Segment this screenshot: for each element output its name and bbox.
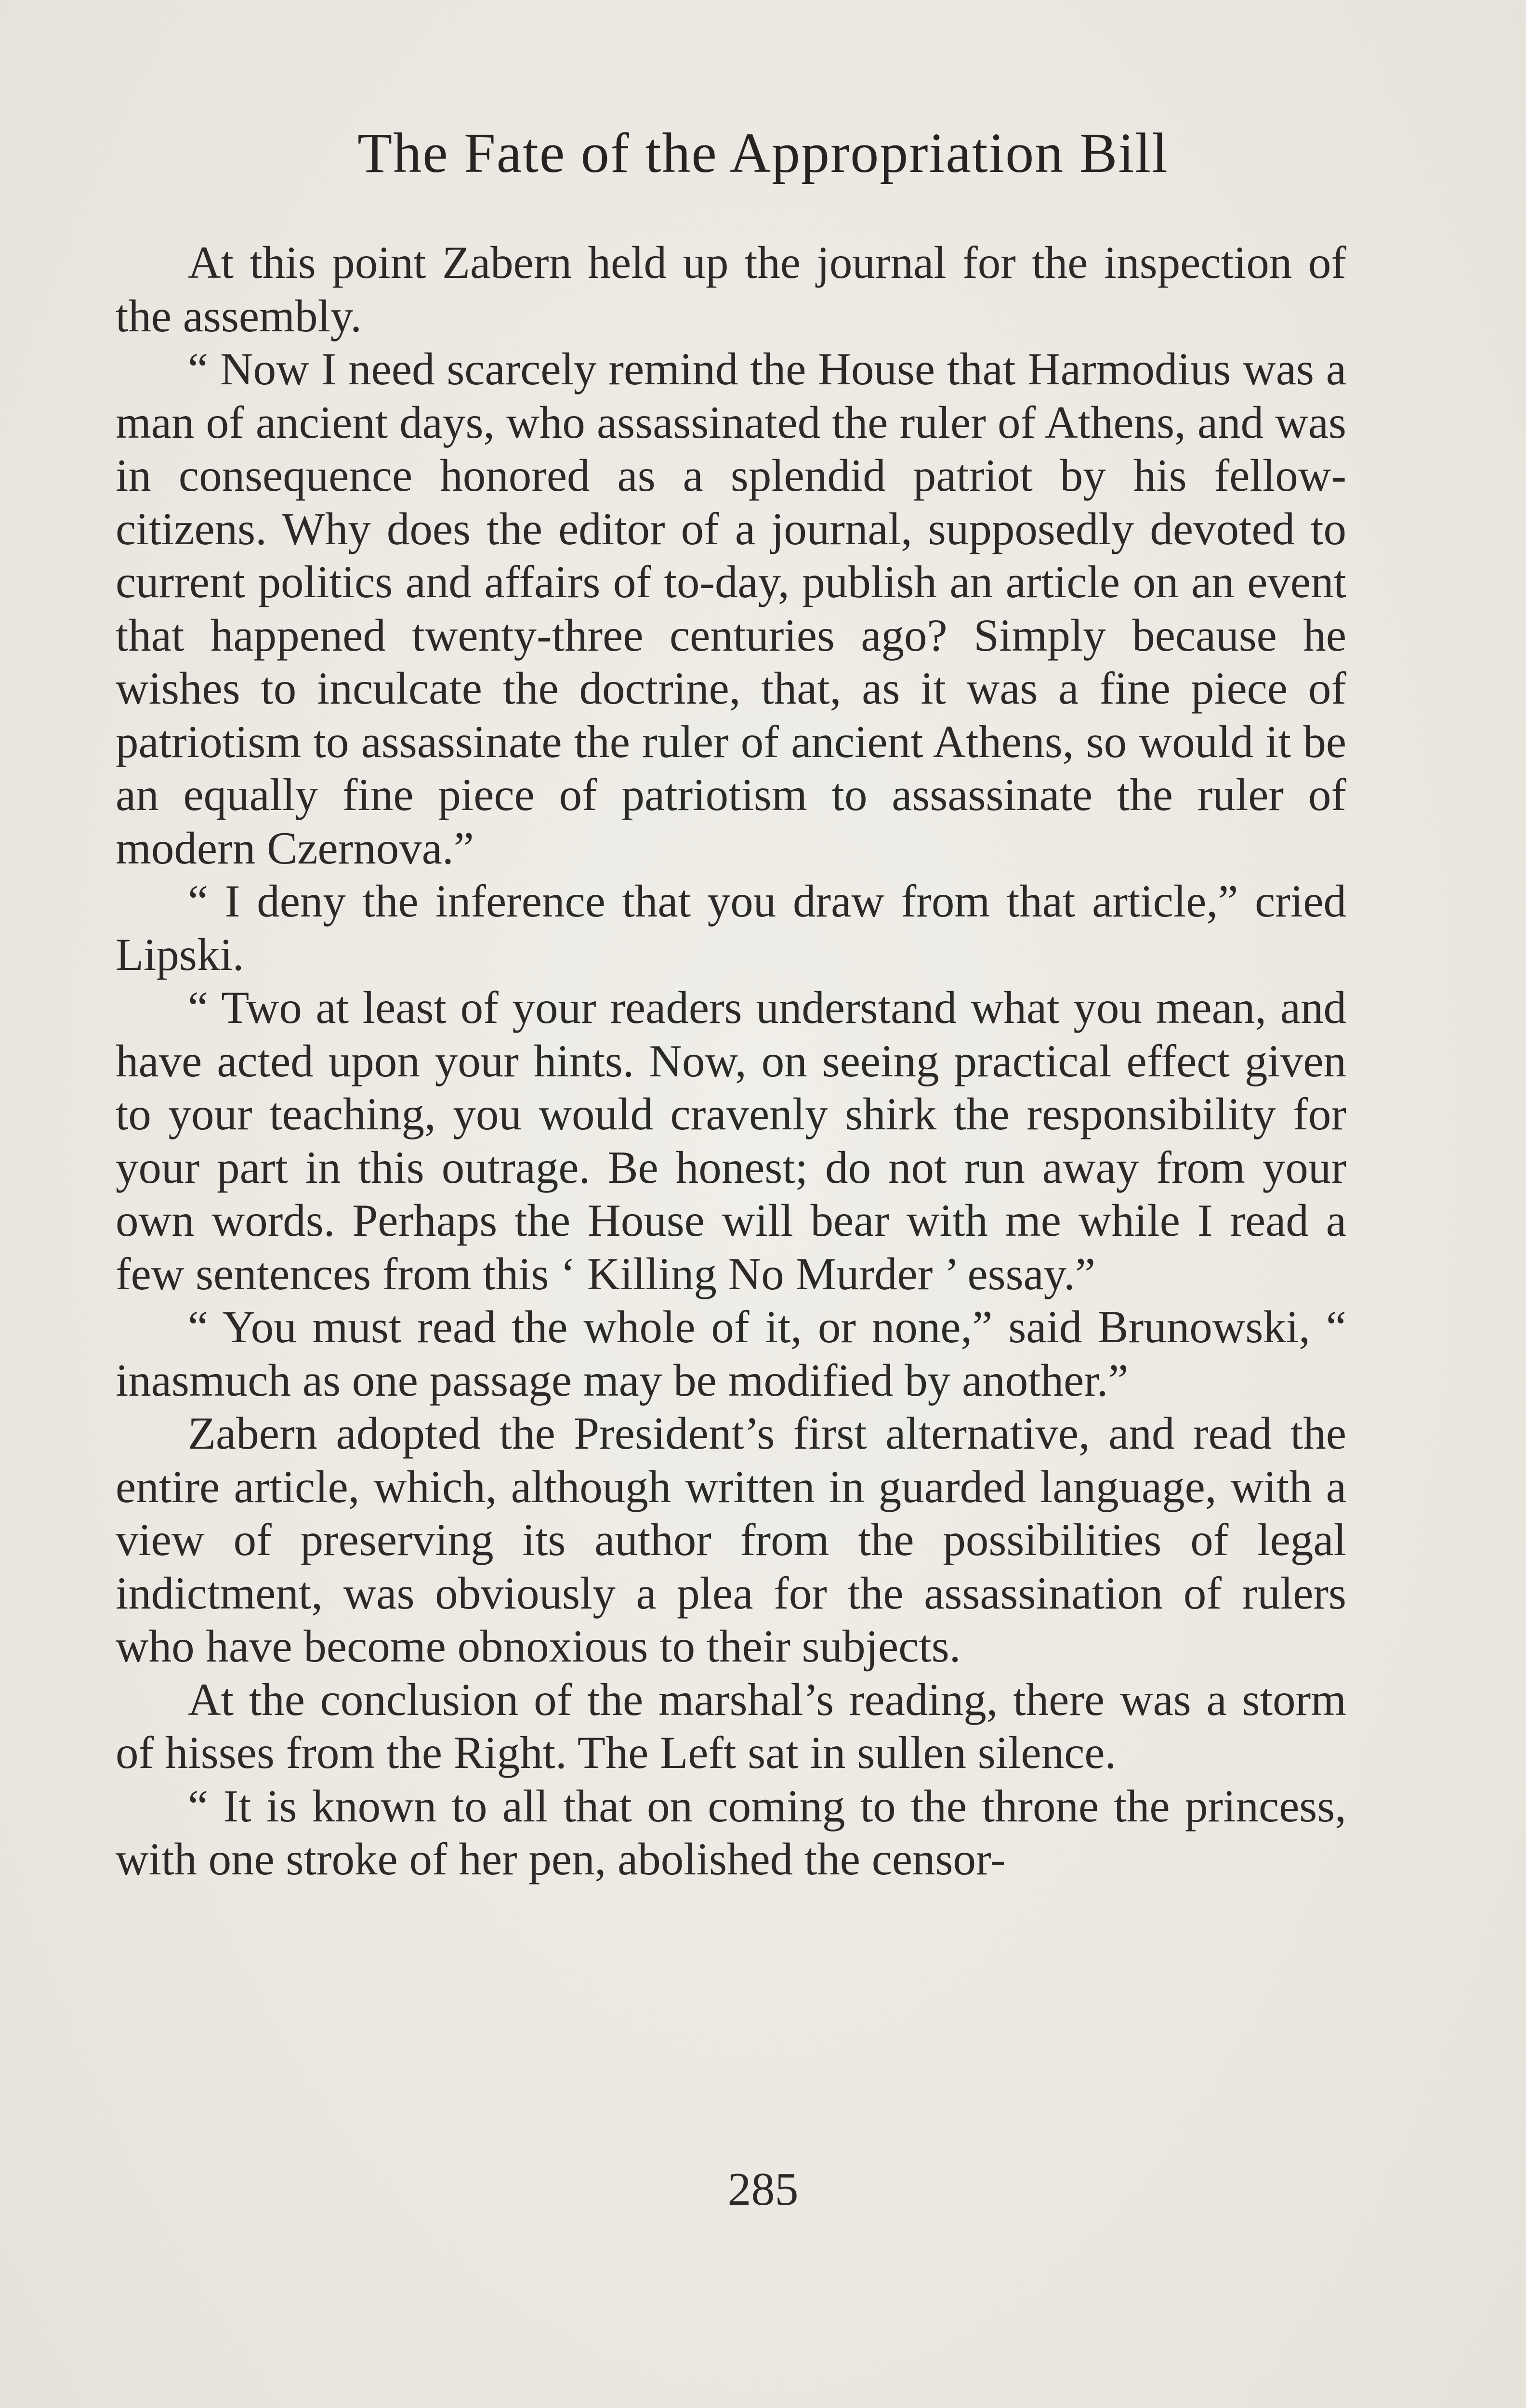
paragraph: Zabern adopted the President’s first alternative, and read the entire article, which, although written in guarded language, with a view of preserving its author from the possibilities of legal indictment, was obviously a plea for the assassination of rulers who have become obnoxious to their subjects. [116, 1408, 1346, 1672]
running-head: The Fate of the Appropriation Bill [357, 121, 1169, 184]
paragraph: At this point Zabern held up the journal for the inspection of the assembly. [116, 237, 1346, 341]
paragraph: “ You must read the whole of it, or none,” said Brunowski, “ inasmuch as one passage may be modified by another.” [116, 1301, 1346, 1406]
paragraph: “ Now I need scarcely remind the House that Harmodius was a man of ancient days, who assassinated the ruler of Athens, and was in consequence honored as a splendid patriot by his fellow-citizens. Why does the editor of a journal, supposedly devoted to current politics and affairs of to-day, publish an article on an event that happened twenty-three centuries ago? Simply because he wishes to inculcate the doctrine, that, as it was a fine piece of patriotism to assassinate the ruler of ancient Athens, so would it be an equally fine piece of patriotism to assassinate the ruler of modern Czernova.” [116, 343, 1346, 874]
paragraph: At the conclusion of the marshal’s reading, there was a storm of hisses from the Right. The Left sat in sullen silence. [116, 1674, 1346, 1778]
body-text [116, 236, 1346, 1886]
paragraph: “ It is known to all that on coming to the throne the princess, with one stroke of her pen, abolished the censor- [116, 1780, 1346, 1885]
page-number: 285 [727, 2163, 799, 2215]
paragraph: “ I deny the inference that you draw from that article,” cried Lipski. [116, 876, 1346, 980]
paragraph: “ Two at least of your readers understand what you mean, and have acted upon your hints. Now, on seeing practical effect given to your teaching, you would cravenly shirk the responsibility for your part in this outrage. Be honest; do not run away from your own words. Perhaps the House will bear with me while I read a few sentences from this ‘ Killing No Murder ’ essay.” [116, 982, 1346, 1299]
